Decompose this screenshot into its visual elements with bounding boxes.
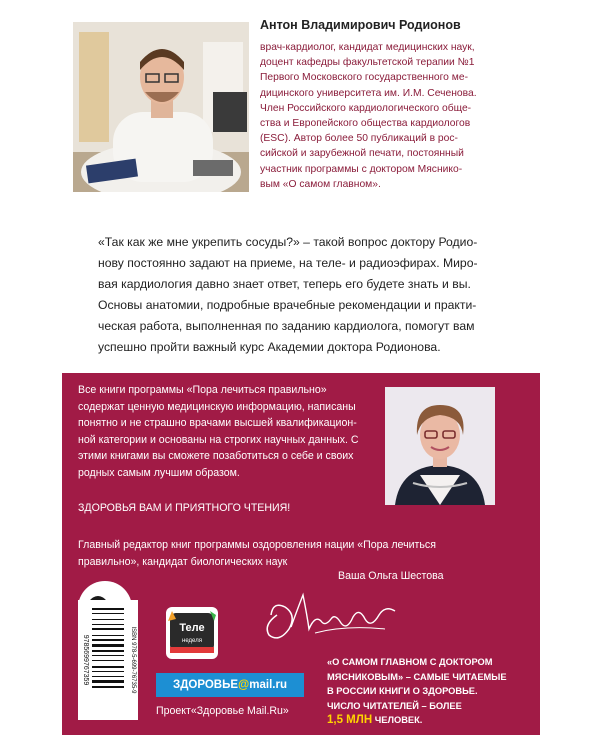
intro-line: нову постоянно задают на приеме, на теле- и радиоэфирах. Миро- bbox=[98, 256, 478, 270]
barcode-bar bbox=[92, 628, 124, 630]
barcode-bar bbox=[92, 608, 124, 610]
promo-line: «О САМОМ ГЛАВНОМ С ДОКТОРОМ bbox=[327, 657, 493, 667]
series-line: содержат ценную медицинскую информацию, написаны bbox=[78, 400, 356, 413]
barcode-bar bbox=[92, 660, 124, 661]
author-name: Антон Владимирович Родионов bbox=[260, 18, 461, 32]
barcode-bar bbox=[92, 655, 124, 656]
promo-tail: ЧЕЛОВЕК. bbox=[372, 715, 423, 725]
barcode-bar bbox=[92, 619, 124, 620]
barcode-bar bbox=[92, 624, 124, 625]
author-bio-line: ства и Европейского общества кардиологов bbox=[260, 118, 471, 130]
author-bio-line: врач-кардиолог, кандидат медицинских наук, bbox=[260, 42, 475, 53]
author-bio-line: дицинского университета им. И.М. Сеченова. bbox=[260, 87, 477, 99]
zdorovie-at: @ bbox=[238, 679, 250, 691]
barcode-bar bbox=[92, 613, 124, 614]
series-description bbox=[78, 382, 376, 482]
barcode-bar bbox=[92, 644, 124, 647]
intro-line: Основы анатомии, подробные врачебные рекомендации и практи- bbox=[98, 298, 477, 312]
barcode-digits: 9785699767359 bbox=[82, 634, 89, 686]
signature-graphic bbox=[255, 585, 405, 645]
editor-line: правильно», кандидат биологических наук bbox=[78, 555, 288, 568]
series-line: родных самым лучшим образом. bbox=[78, 466, 240, 479]
project-caption: Проект«Здоровье Mail.Ru» bbox=[156, 705, 289, 717]
barcode-bar bbox=[92, 666, 124, 668]
author-bio-line: Член Российского кардиологического обще- bbox=[260, 102, 472, 114]
series-line: Все книги программы «Пора лечиться правильно» bbox=[78, 384, 327, 396]
promo-line: В РОССИИ КНИГИ О ЗДОРОВЬЕ. bbox=[327, 686, 478, 696]
editor-line: Главный редактор книг программы оздоровления нации «Пора лечиться bbox=[78, 539, 436, 551]
barcode-bar bbox=[92, 671, 124, 672]
intro-line: успешно пройти важный курс Академии доктора Родионова. bbox=[98, 340, 441, 354]
wish-line: ЗДОРОВЬЯ ВАМ И ПРИЯТНОГО ЧТЕНИЯ! bbox=[78, 502, 291, 514]
intro-paragraph bbox=[98, 232, 516, 358]
editor-credentials bbox=[78, 537, 438, 570]
intro-line: ческая работа, выполненная по заданию кардиолога, помогут вам bbox=[98, 319, 475, 333]
author-bio-line: доцент кафедры факультетской терапии №1 bbox=[260, 57, 475, 69]
series-line: понятно и не страшно врачами высшей квалификацион- bbox=[78, 417, 357, 430]
isbn-text: ISBN 978-5-699-76735-9 bbox=[130, 626, 136, 694]
editor-photo bbox=[385, 387, 495, 505]
tele-bottom-label: неделя bbox=[182, 638, 202, 644]
author-bio bbox=[260, 40, 580, 192]
promo-block bbox=[327, 655, 537, 728]
barcode-bar bbox=[92, 639, 124, 641]
series-line: этими книгами вы сможете позаботиться о себе и своих bbox=[78, 450, 354, 463]
signoff: Ваша Ольга Шестова bbox=[338, 570, 444, 582]
barcode-bar bbox=[92, 650, 124, 652]
series-line: ной категории и основаны на строгих научных данных. С bbox=[78, 433, 359, 446]
author-portrait-illustration bbox=[73, 22, 249, 192]
author-photo bbox=[73, 22, 249, 192]
author-bio-line: участник программы с доктором Мяснико- bbox=[260, 163, 463, 175]
intro-line: вая кардиология давно знает ответ, теперь его будете знать и вы. bbox=[98, 277, 471, 291]
author-bio-line: вым «О самом главном». bbox=[260, 178, 381, 190]
author-bio-line: сийской и зарубежной печати, постоянный bbox=[260, 148, 464, 160]
promo-readers-count: 1,5 МЛН bbox=[327, 714, 373, 726]
editor-portrait-illustration bbox=[385, 387, 495, 505]
barcode-bar bbox=[92, 686, 124, 688]
zdorovie-prefix: ЗДОРОВЬЕ bbox=[173, 679, 239, 691]
promo-line: ЧИСЛО ЧИТАТЕЛЕЙ – БОЛЕЕ bbox=[327, 700, 462, 711]
tele-nedelya-logo-icon bbox=[166, 607, 218, 659]
author-bio-line: Первого Московского государственного ме- bbox=[260, 72, 469, 84]
promo-line: МЯСНИКОВЫМ» – САМЫЕ ЧИТАЕМЫЕ bbox=[327, 671, 507, 682]
author-bio-line: (ESC). Автор более 50 публикаций в рос- bbox=[260, 133, 458, 145]
zdorovie-suffix: mail.ru bbox=[249, 679, 287, 691]
barcode-bar bbox=[92, 680, 124, 683]
barcode-bar bbox=[92, 676, 124, 677]
isbn-barcode bbox=[78, 600, 138, 720]
intro-line: «Так как же мне укрепить сосуды?» – такой вопрос доктору Родио- bbox=[98, 235, 478, 249]
barcode-bar bbox=[92, 635, 124, 636]
promo-last-line bbox=[327, 713, 537, 728]
zdorovie-mail-logo bbox=[156, 673, 304, 697]
tele-top-label: Теле bbox=[179, 622, 205, 634]
